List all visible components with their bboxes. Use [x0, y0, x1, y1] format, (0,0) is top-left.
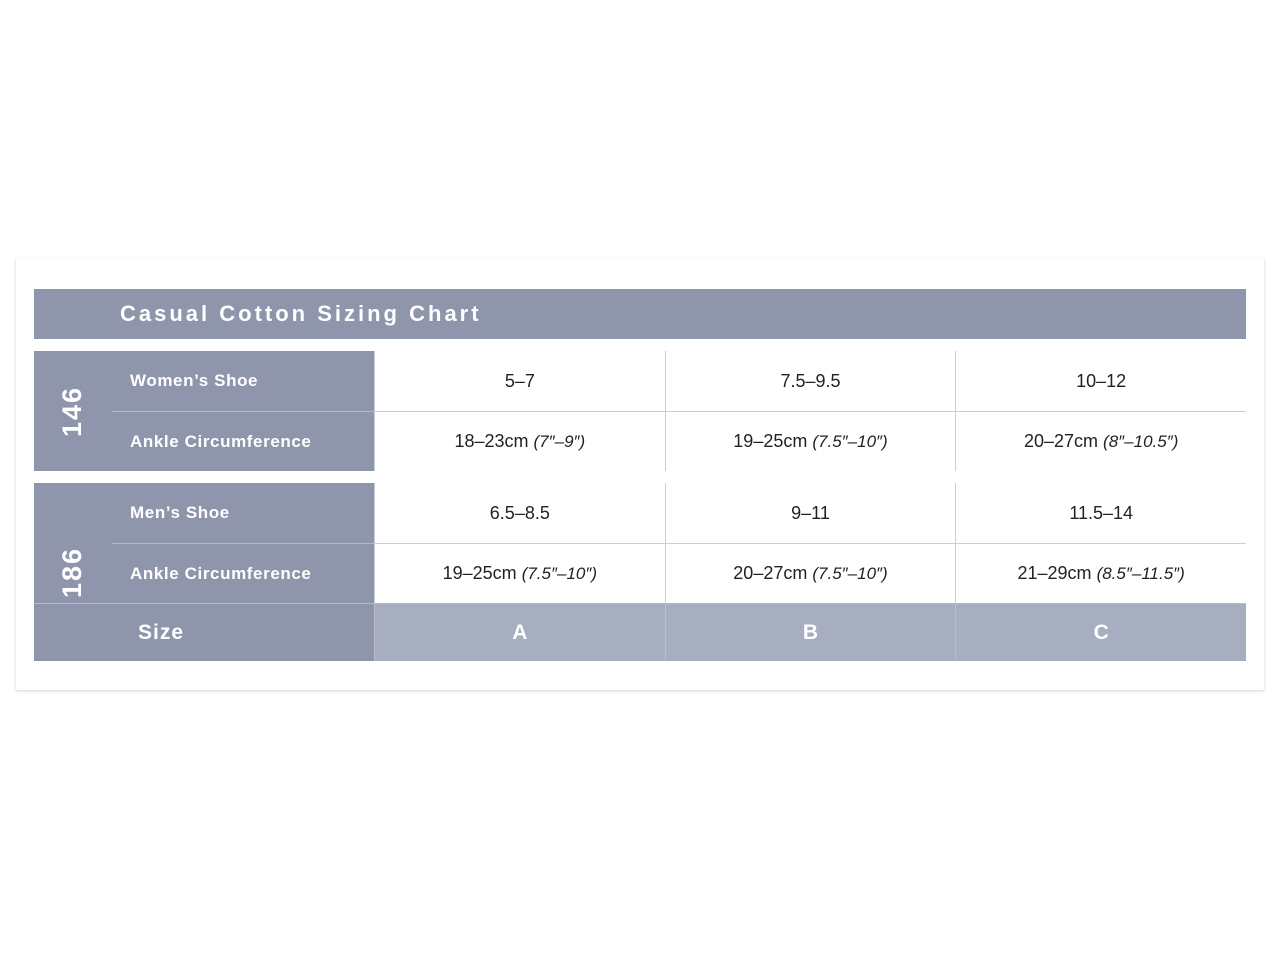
- cell-value: 19–25cm: [733, 431, 808, 451]
- cell-note: (8″–10.5″): [1103, 431, 1179, 451]
- sizing-chart-inner: [34, 289, 1246, 661]
- row-header-ankle-circumference-men: Ankle Circumference: [112, 543, 374, 603]
- block-body-146: [112, 351, 1246, 471]
- cell-ankle-men-b: [665, 543, 956, 603]
- cell-value: 9–11: [791, 502, 830, 523]
- table-block-146: [34, 351, 1246, 471]
- size-column-b: B: [665, 603, 956, 661]
- cell-womens-shoe-c: [955, 351, 1246, 411]
- cell-value: 7.5–9.5: [780, 370, 841, 391]
- cell-value: 5–7: [504, 370, 535, 391]
- row-header-ankle-circumference-women: Ankle Circumference: [112, 411, 374, 471]
- cell-mens-shoe-b: [665, 483, 956, 543]
- cell-womens-shoe-a: [374, 351, 665, 411]
- cell-note: (7.5″–10″): [812, 563, 888, 583]
- table-block-186: [34, 483, 1246, 661]
- cell-note: (7.5″–10″): [521, 563, 598, 583]
- cell-value: 18–23cm: [454, 431, 529, 451]
- cell-value: 6.5–8.5: [489, 502, 550, 523]
- cell-value: 19–25cm: [442, 563, 517, 583]
- cell-value: 21–29cm: [1017, 563, 1092, 583]
- sizing-chart-card: [16, 258, 1264, 690]
- size-row: [34, 603, 1246, 661]
- size-column-a: A: [374, 603, 665, 661]
- table-row: [112, 411, 1246, 471]
- cell-note: (8.5″–11.5″): [1096, 563, 1185, 583]
- cell-ankle-men-a: [374, 543, 665, 603]
- cell-ankle-women-a: [374, 411, 665, 471]
- cell-ankle-men-c: [955, 543, 1246, 603]
- cell-mens-shoe-c: [955, 483, 1246, 543]
- cell-note: (7″–9″): [533, 431, 586, 451]
- block-body-186: [112, 483, 1246, 661]
- table-row: [112, 483, 1246, 543]
- cell-ankle-women-c: [955, 411, 1246, 471]
- cell-note: (7.5″–10″): [812, 431, 888, 451]
- block-side-label-146: [34, 351, 112, 471]
- chart-title: Casual Cotton Sizing Chart: [120, 301, 482, 326]
- cell-value: 20–27cm: [1023, 431, 1099, 451]
- block-side-label-text: 186: [57, 546, 88, 598]
- row-header-mens-shoe: Men’s Shoe: [112, 483, 374, 543]
- cell-value: 10–12: [1076, 370, 1127, 391]
- cell-value: 11.5–14: [1069, 502, 1134, 523]
- table-row: [112, 351, 1246, 411]
- chart-title-bar: [34, 289, 1246, 339]
- row-header-womens-shoe: Women’s Shoe: [112, 351, 374, 411]
- size-column-c: C: [955, 603, 1246, 661]
- cell-ankle-women-b: [665, 411, 956, 471]
- cell-womens-shoe-b: [665, 351, 956, 411]
- table-row: [112, 543, 1246, 603]
- size-row-label: Size: [34, 603, 374, 661]
- block-side-label-text: 146: [57, 385, 88, 437]
- cell-value: 20–27cm: [733, 563, 808, 583]
- cell-mens-shoe-a: [374, 483, 665, 543]
